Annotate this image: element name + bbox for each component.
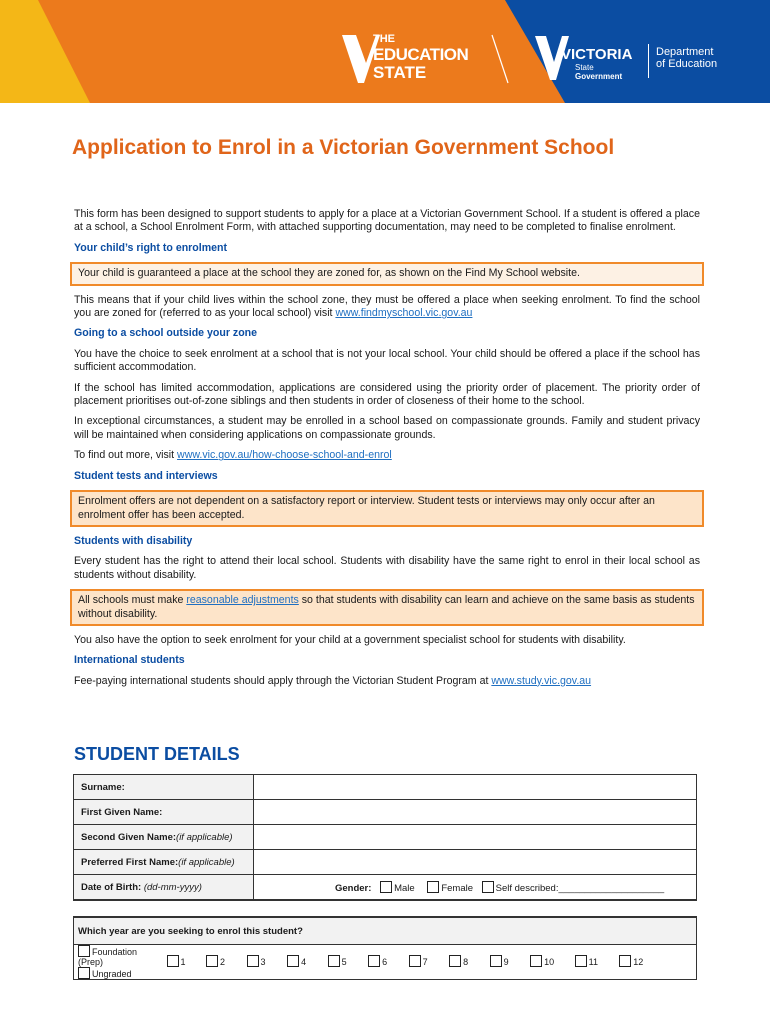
- heading-tests-interviews: Student tests and interviews: [74, 469, 218, 482]
- year-option-label: 6: [382, 957, 388, 967]
- edu-logo-slash-icon: [490, 33, 510, 85]
- gender-male-label: Male: [394, 882, 415, 894]
- heading-international: International students: [74, 654, 185, 667]
- year-checkbox[interactable]: [167, 955, 179, 967]
- first-name-row: [74, 800, 697, 825]
- year-level-table: [73, 916, 697, 980]
- year-option-label: 1: [180, 957, 186, 967]
- heading-disability: Students with disability: [74, 534, 193, 547]
- callout-zone-guarantee: [70, 262, 704, 285]
- second-name-note: (if applicable): [176, 831, 233, 843]
- preferred-name-label: [74, 850, 254, 875]
- year-checkbox[interactable]: [287, 955, 299, 967]
- gender-self-described-label: Self described:____________________: [495, 882, 665, 894]
- year-option-5[interactable]: [328, 955, 366, 967]
- dob-gender-row: [74, 875, 697, 901]
- year-option-ungraded[interactable]: [78, 967, 132, 979]
- adjustments-post: so that students with disability can learn and achieve on the same basis as students without disability.: [78, 594, 695, 620]
- edu-logo-state: STATE: [373, 63, 427, 82]
- surname-row: [74, 775, 697, 800]
- year-option-label: Foundation (Prep): [78, 947, 138, 967]
- year-checkbox[interactable]: [78, 945, 90, 957]
- year-option-label: 4: [301, 957, 307, 967]
- preferred-name-row: [74, 850, 697, 875]
- paragraph-disability-2: You also have the option to seek enrolment for your child at a government specialist school for students with disability.: [74, 633, 626, 646]
- intro-paragraph: This form has been designed to support students to apply for a place at a Victorian Government School. If a student is offered a place at a school, a School Enrolment Form, with attached supporting documentation, may need to be completed to finalise enrolment.: [74, 208, 700, 234]
- year-option-label: 5: [341, 957, 347, 967]
- year-option-4[interactable]: [287, 955, 325, 967]
- findmyschool-link[interactable]: www.findmyschool.vic.gov.au: [335, 307, 473, 320]
- gender-cell: [328, 875, 697, 901]
- year-checkbox[interactable]: [78, 967, 90, 979]
- adjustments-pre: All schools must make: [78, 594, 187, 607]
- paragraph-outside-2: If the school has limited accommodation, applications are considered using the priority order of placement. The priority order of placement prioritises out-of-zone siblings and then students in order of closeness of their home to the school.: [74, 381, 700, 408]
- student-details-table: [73, 774, 697, 901]
- second-name-label: [74, 825, 254, 850]
- year-option-8[interactable]: [449, 955, 487, 967]
- department-line2: of Education: [656, 58, 718, 70]
- department-name: [656, 46, 717, 70]
- heading-outside-zone: Going to a school outside your zone: [74, 327, 258, 340]
- year-option-7[interactable]: [409, 955, 447, 967]
- year-option-3[interactable]: [247, 955, 285, 967]
- year-option-label: 9: [503, 957, 509, 967]
- year-option-label: 10: [544, 957, 555, 967]
- first-name-field[interactable]: [254, 800, 697, 825]
- callout-tests-text: Enrolment offers are not dependent on a satisfactory report or interview. Student tests or interviews may only occur after an enrolment offer has been accepted.: [78, 495, 655, 521]
- year-option-1[interactable]: [167, 955, 204, 967]
- year-option-label: 2: [220, 957, 226, 967]
- year-option-label: 11: [588, 957, 599, 967]
- paragraph-disability-1: Every student has the right to attend their local school. Students with disability have the same right to enrol in their local school as students without disability.: [74, 555, 700, 581]
- second-name-label-text: Second Given Name:: [81, 831, 177, 843]
- year-checkbox[interactable]: [619, 955, 631, 967]
- year-option-10[interactable]: [530, 955, 572, 967]
- info-content: [74, 208, 700, 695]
- year-option-2[interactable]: [206, 955, 244, 967]
- surname-field[interactable]: [254, 775, 697, 800]
- year-checkbox[interactable]: [409, 955, 421, 967]
- dob-format: (dd-mm-yyyy): [143, 881, 202, 893]
- paragraph-outside-3: In exceptional circumstances, a student may be enrolled in a school based on compassionate grounds. Family and student privacy will be maintained when considering applications on compassionate grounds.: [74, 415, 700, 441]
- callout-zone-text: Your child is guaranteed a place at the school they are zoned for, as shown on the Find My School website.: [78, 267, 580, 280]
- preferred-name-field[interactable]: [254, 850, 697, 875]
- year-options-row: [74, 945, 697, 980]
- find-out-more-text: To find out more, visit: [74, 449, 178, 462]
- year-checkbox[interactable]: [530, 955, 542, 967]
- heading-right-to-enrolment: Your child’s right to enrolment: [74, 241, 228, 254]
- edu-logo-the: THE: [373, 33, 395, 45]
- second-name-field[interactable]: [254, 825, 697, 850]
- department-line1: Department: [656, 46, 714, 58]
- victoria-government-logo: [535, 36, 645, 84]
- gender-self-described-checkbox[interactable]: [482, 881, 494, 893]
- callout-adjustments: [70, 589, 704, 626]
- student-details-heading: STUDENT DETAILS: [74, 744, 240, 764]
- dob-label-text: Date of Birth:: [81, 881, 144, 893]
- surname-label: Surname:: [74, 775, 254, 800]
- callout-tests: [70, 490, 704, 527]
- gender-female-checkbox[interactable]: [427, 881, 439, 893]
- study-vic-link[interactable]: www.study.vic.gov.au: [491, 674, 592, 687]
- second-name-row: [74, 825, 697, 850]
- year-option-label: 7: [422, 957, 428, 967]
- year-checkbox[interactable]: [206, 955, 218, 967]
- paragraph-outside-4: [74, 449, 700, 462]
- dob-field[interactable]: [254, 875, 329, 901]
- gender-label: Gender:: [335, 882, 372, 894]
- year-option-foundation[interactable]: [78, 945, 164, 967]
- year-checkbox[interactable]: [449, 955, 461, 967]
- vic-logo-government: Government: [575, 72, 623, 81]
- year-option-12[interactable]: [619, 955, 661, 967]
- year-checkbox[interactable]: [328, 955, 340, 967]
- reasonable-adjustments-link[interactable]: reasonable adjustments: [186, 594, 299, 607]
- vic-logo-state: State: [575, 63, 594, 72]
- logo-divider: [648, 44, 649, 78]
- vic-logo-name: VICTORIA: [561, 46, 633, 63]
- page-title: Application to Enrol in a Victorian Government School: [72, 136, 615, 159]
- preferred-name-label-text: Preferred First Name:: [81, 856, 179, 868]
- paragraph-outside-1: You have the choice to seek enrolment at a school that is not your local school. Your child should be offered a place if the school has sufficient accommodation.: [74, 347, 700, 374]
- year-question: Which year are you seeking to enrol this student?: [74, 917, 697, 945]
- banner-yellow-stripe: [0, 0, 90, 103]
- edu-logo-education: EDUCATION: [373, 45, 469, 64]
- year-option-9[interactable]: [490, 955, 528, 967]
- paragraph-international: [74, 675, 700, 688]
- year-option-label: 8: [463, 957, 469, 967]
- first-name-label: First Given Name:: [74, 800, 254, 825]
- preferred-name-note: (if applicable): [178, 856, 235, 868]
- year-option-6[interactable]: [368, 955, 406, 967]
- paragraph-zone: [74, 294, 700, 321]
- year-options-cell: [74, 945, 697, 980]
- year-option-label: 12: [633, 957, 644, 967]
- year-option-11[interactable]: [575, 955, 617, 967]
- year-question-row: [74, 917, 697, 945]
- year-checkbox[interactable]: [490, 955, 502, 967]
- choose-school-link[interactable]: www.vic.gov.au/how-choose-school-and-enrol: [177, 449, 392, 462]
- year-option-label: 3: [260, 957, 266, 967]
- dob-label: [74, 875, 254, 901]
- zone-text: This means that if your child lives within the school zone, they must be offered a place when seeking enrolment. To find the school you are zoned for (referred to as your local school) visit: [74, 293, 700, 320]
- gender-male-checkbox[interactable]: [380, 881, 392, 893]
- education-state-logo: [340, 33, 510, 85]
- year-checkbox[interactable]: [575, 955, 587, 967]
- intl-text: Fee-paying international students should apply through the Victorian Student Program at: [74, 674, 492, 687]
- year-checkbox[interactable]: [368, 955, 380, 967]
- year-checkbox[interactable]: [247, 955, 259, 967]
- year-option-label: Ungraded: [92, 969, 132, 979]
- gender-female-label: Female: [441, 882, 473, 894]
- header-banner: [0, 0, 770, 103]
